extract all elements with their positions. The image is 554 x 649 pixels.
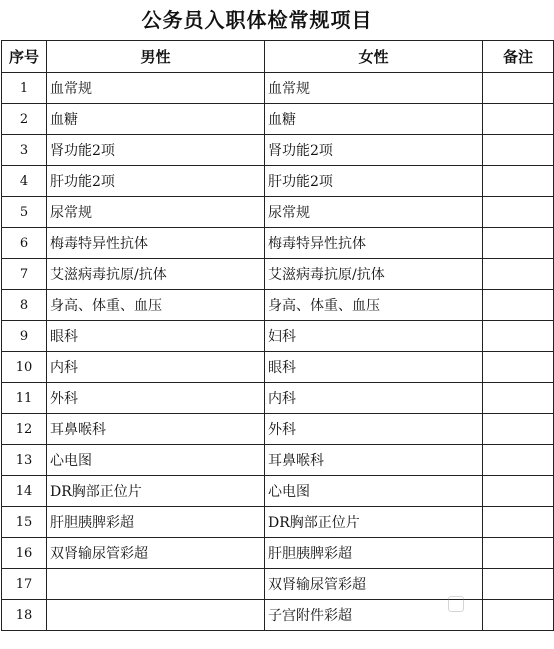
row-number-cell: 7 — [2, 259, 47, 290]
male-item-cell: 耳鼻喉科 — [47, 414, 265, 445]
female-item-cell: 肝胆胰脾彩超 — [265, 538, 483, 569]
table-row — [2, 445, 554, 476]
male-item-cell: 肾功能2项 — [47, 135, 265, 166]
header-note: 备注 — [483, 41, 554, 73]
table-row — [2, 104, 554, 135]
male-item-cell: 外科 — [47, 383, 265, 414]
row-number-cell: 4 — [2, 166, 47, 197]
female-item-cell: 眼科 — [265, 352, 483, 383]
note-cell — [483, 569, 554, 600]
female-item-cell: 艾滋病毒抗原/抗体 — [265, 259, 483, 290]
male-item-cell: DR胸部正位片 — [47, 476, 265, 507]
table-row — [2, 166, 554, 197]
female-item-cell: 肝功能2项 — [265, 166, 483, 197]
female-item-cell: 内科 — [265, 383, 483, 414]
row-number-cell: 16 — [2, 538, 47, 569]
note-cell — [483, 600, 554, 631]
female-item-cell: 血常规 — [265, 73, 483, 104]
male-item-cell: 梅毒特异性抗体 — [47, 228, 265, 259]
table-row — [2, 197, 554, 228]
table-body — [2, 73, 554, 631]
male-item-cell: 肝胆胰脾彩超 — [47, 507, 265, 538]
row-number-cell: 9 — [2, 321, 47, 352]
table-row — [2, 569, 554, 600]
row-number-cell: 3 — [2, 135, 47, 166]
female-item-cell: 外科 — [265, 414, 483, 445]
note-cell — [483, 352, 554, 383]
female-item-cell: 子宫附件彩超 — [265, 600, 483, 631]
row-number-cell: 17 — [2, 569, 47, 600]
row-number-cell: 8 — [2, 290, 47, 321]
note-cell — [483, 259, 554, 290]
note-cell — [483, 476, 554, 507]
table-row — [2, 135, 554, 166]
table-row — [2, 352, 554, 383]
female-item-cell: 心电图 — [265, 476, 483, 507]
female-item-cell: 尿常规 — [265, 197, 483, 228]
row-number-cell: 5 — [2, 197, 47, 228]
male-item-cell — [47, 600, 265, 631]
female-item-cell: 双肾输尿管彩超 — [265, 569, 483, 600]
row-number-cell: 6 — [2, 228, 47, 259]
header-female: 女性 — [265, 41, 483, 73]
note-cell — [483, 321, 554, 352]
row-number-cell: 1 — [2, 73, 47, 104]
male-item-cell: 尿常规 — [47, 197, 265, 228]
row-number-cell: 15 — [2, 507, 47, 538]
female-item-cell: 肾功能2项 — [265, 135, 483, 166]
note-cell — [483, 135, 554, 166]
male-item-cell: 内科 — [47, 352, 265, 383]
note-cell — [483, 445, 554, 476]
male-item-cell: 身高、体重、血压 — [47, 290, 265, 321]
female-item-cell: 妇科 — [265, 321, 483, 352]
table-row — [2, 476, 554, 507]
note-cell — [483, 507, 554, 538]
male-item-cell: 眼科 — [47, 321, 265, 352]
note-cell — [483, 383, 554, 414]
row-number-cell: 11 — [2, 383, 47, 414]
female-item-cell: 血糖 — [265, 104, 483, 135]
male-item-cell: 心电图 — [47, 445, 265, 476]
note-cell — [483, 228, 554, 259]
female-item-cell: 身高、体重、血压 — [265, 290, 483, 321]
row-number-cell: 14 — [2, 476, 47, 507]
row-number-cell: 12 — [2, 414, 47, 445]
male-item-cell: 血常规 — [47, 73, 265, 104]
row-number-cell: 13 — [2, 445, 47, 476]
table-row — [2, 538, 554, 569]
table-row — [2, 73, 554, 104]
header-no: 序号 — [2, 41, 47, 73]
male-item-cell: 血糖 — [47, 104, 265, 135]
female-item-cell: 梅毒特异性抗体 — [265, 228, 483, 259]
table-row — [2, 259, 554, 290]
checkup-table — [1, 40, 554, 631]
note-cell — [483, 414, 554, 445]
table-row — [2, 383, 554, 414]
table-row — [2, 321, 554, 352]
row-number-cell: 18 — [2, 600, 47, 631]
female-item-cell: 耳鼻喉科 — [265, 445, 483, 476]
note-cell — [483, 166, 554, 197]
note-cell — [483, 197, 554, 228]
female-item-cell: DR胸部正位片 — [265, 507, 483, 538]
note-cell — [483, 290, 554, 321]
header-row — [2, 41, 554, 73]
male-item-cell: 肝功能2项 — [47, 166, 265, 197]
table-header — [2, 41, 554, 73]
header-male: 男性 — [47, 41, 265, 73]
note-cell — [483, 73, 554, 104]
row-number-cell: 10 — [2, 352, 47, 383]
table-row — [2, 600, 554, 631]
row-number-cell: 2 — [2, 104, 47, 135]
male-item-cell: 双肾输尿管彩超 — [47, 538, 265, 569]
table-row — [2, 228, 554, 259]
note-cell — [483, 104, 554, 135]
table-row — [2, 507, 554, 538]
male-item-cell: 艾滋病毒抗原/抗体 — [47, 259, 265, 290]
table-row — [2, 290, 554, 321]
table-row — [2, 414, 554, 445]
note-cell — [483, 538, 554, 569]
document-title: 公务员入职体检常规项目 — [141, 8, 373, 32]
male-item-cell — [47, 569, 265, 600]
